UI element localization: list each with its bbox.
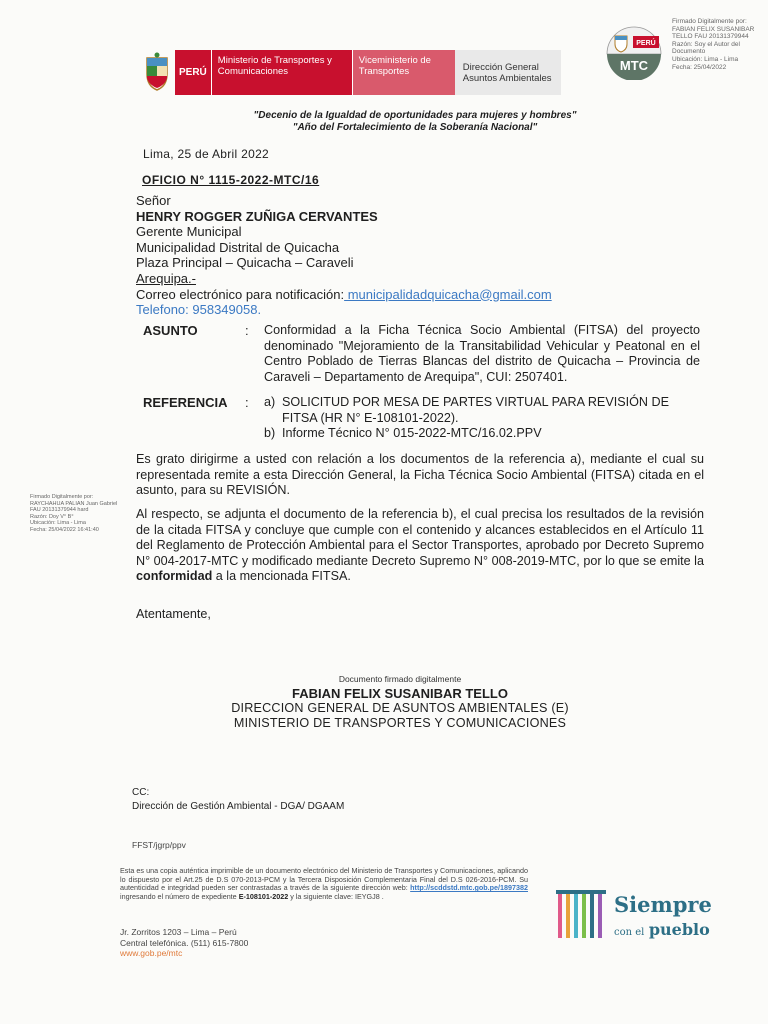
referencia-colon: : <box>245 395 249 410</box>
sign-note: Documento firmado digitalmente <box>338 674 462 684</box>
signature-block <box>180 674 620 731</box>
digital-signature-top: Firmado Digitalmente por: FABIAN FELIX SUSANIBAR TELLO FAU 20131379944 Razón: Soy el Autor del Documento Ubicación: Lima - Lima Fecha: 25/04/2022 <box>672 18 755 71</box>
addressee-role: Gerente Municipal <box>136 224 242 240</box>
viceministry-name: Viceministerio de Transportes <box>352 50 455 95</box>
addressee-block <box>136 193 552 318</box>
referencia-item-b: b) Informe Técnico N° 015-2022-MTC/16.02.PPV <box>264 426 542 440</box>
footer-address: Jr. Zorritos 1203 – Lima – Perú Central telefónica. (511) 615-7800 www.gob.pe/mtc <box>120 927 249 958</box>
verification-link[interactable]: http://scddstd.mtc.gob.pe/1897382 <box>410 883 528 893</box>
mtc-logo-peru: PERÚ <box>636 40 656 47</box>
siempre-con-el-pueblo-logo: Siempre con el pueblo <box>556 888 716 942</box>
signer-ministry: MINISTERIO DE TRANSPORTES Y COMUNICACIONES <box>233 716 567 730</box>
addressee-entity: Municipalidad Distrital de Quicacha <box>136 239 340 255</box>
addressee-address: Plaza Principal – Quicacha – Caraveli <box>136 255 354 271</box>
ministry-name: Ministerio de Transportes y Comunicaciones <box>211 50 352 95</box>
direction-name: Dirección General Asuntos Ambientales <box>455 50 561 95</box>
body-paragraph-1: Es grato dirigirme a usted con relación a los documentos de la referencia a), mediante el cual su representada remite a esta Dirección General, la Ficha Técnica Socio Ambiental (FITSA) citada en el asunto, para su REVISIÓN. <box>136 452 704 498</box>
salutation: Señor <box>136 193 171 208</box>
siempre-text: Siempre <box>614 892 712 917</box>
cc-block: CC: Dirección de Gestión Ambiental - DGA/ DGAAM <box>132 787 345 812</box>
asunto-label: ASUNTO <box>143 323 198 338</box>
phone-line: Telefono: 958349058. <box>136 302 262 318</box>
coat-of-arms-icon <box>143 52 171 92</box>
addressee-city: Arequipa.- <box>136 270 196 286</box>
asunto-colon: : <box>245 323 249 338</box>
email-line: Correo electrónico para notificación: municipalidadquicacha@gmail.com <box>136 286 552 302</box>
mtc-logo-text: MTC <box>619 58 649 73</box>
closing: Atentamente, <box>136 607 211 621</box>
email-link[interactable]: municipalidadquicacha@gmail.com <box>344 286 552 302</box>
peru-label: PERÚ <box>175 50 211 95</box>
signer-title: DIRECCION GENERAL DE ASUNTOS AMBIENTALES (E) <box>231 701 569 715</box>
ministry-header-logo <box>143 50 561 95</box>
addressee-name: HENRY ROGGER ZUÑIGA CERVANTES <box>136 208 378 224</box>
digital-signature-side: Firmado Digitalmente por: RAYCHAHUA PALIAN Juan Gabriel FAU 20131379944 hard Razón: Doy V° B° Ubicación: Lima - Lima Fecha: 25/04/2022 16:41:40 <box>30 494 118 533</box>
mtc-logo-icon <box>603 26 665 80</box>
people-icon <box>556 888 610 942</box>
body-paragraph-2: Al respecto, se adjunta el documento de la referencia b), el cual precisa los resultados de la revisión de la citada FITSA y concluye que cumple con el contenido y alcances establecidos en el Artículo 11 del Reglamento de Protección Ambiental para el Sector Transportes, aprobado por Decreto Supremo N° 004-2017-MTC y modificado mediante Decreto Supremo N° 008-2019-MTC, por lo que se emite la conformidad a la mencionada FITSA. <box>136 507 704 584</box>
document-date: Lima, 25 de Abril 2022 <box>143 147 270 161</box>
referencia-label: REFERENCIA <box>143 395 228 410</box>
initials: FFST/jgrp/ppv <box>132 840 186 850</box>
asunto-text: Conformidad a la Ficha Técnica Socio Ambiental (FITSA) del proyecto denominado "Mejoramiento de la Transitabilidad Vehicular y Peatonal en el Centro Poblado de Tierras Blancas del distrito de Quicacha – Provincia de Caraveli – Departamento de Arequipa", CUI: 2507401. <box>264 323 700 384</box>
legal-notice: Esta es una copia auténtica imprimible de un documento electrónico del Ministerio de Transportes y Comunicaciones, aplicando lo dispuesto por el Art.25 de D.S 070-2013-PCM y la Tercera Disposición Complementaria Final del D.S 026-2016-PCM. Su autenticidad e integridad pueden ser contrastadas a través de la siguiente dirección web: http://scddstd.mtc.gob.pe/1897382 ingresando el número de expediente E-108101-2022 y la siguiente clave: IEYGJ8 . <box>120 866 528 902</box>
website-link[interactable]: www.gob.pe/mtc <box>120 948 183 958</box>
decenio-motto: "Decenio de la Igualdad de oportunidades para mujeres y hombres" "Año del Fortalecimiento de la Soberanía Nacional" <box>253 110 577 133</box>
oficio-number: OFICIO N° 1115-2022-MTC/16 <box>142 173 320 187</box>
signer-name: FABIAN FELIX SUSANIBAR TELLO <box>292 686 508 701</box>
referencia-item-a: a) SOLICITUD POR MESA DE PARTES VIRTUAL PARA REVISIÓN DE FITSA (HR N° E-108101-2022). <box>264 395 670 425</box>
